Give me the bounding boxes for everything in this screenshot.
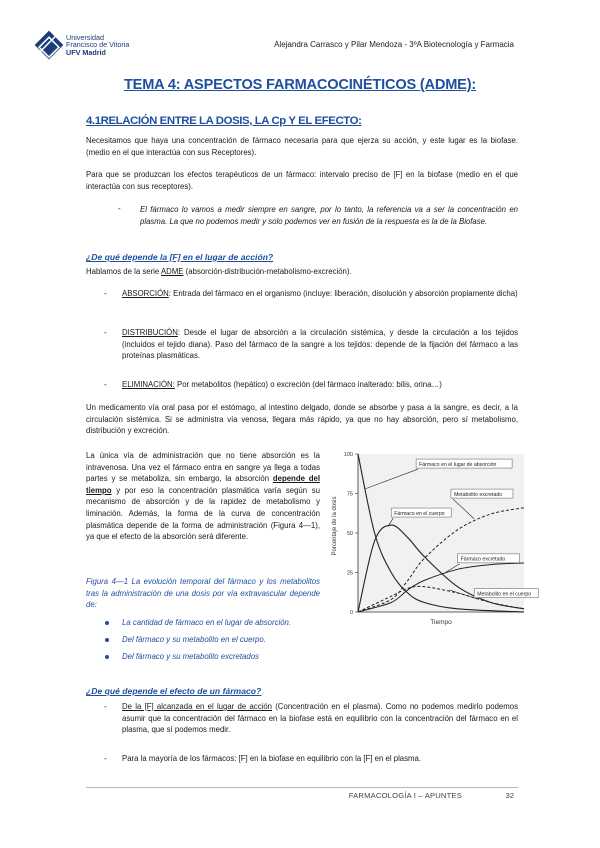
footer-divider	[86, 787, 518, 788]
dash-marker: -	[104, 289, 107, 298]
pharmacokinetic-chart	[328, 448, 532, 658]
page-title: TEMA 4: ASPECTOS FARMACOCINÉTICOS (ADME):	[123, 77, 477, 93]
logo-line-3: UFV Madrid	[66, 47, 106, 57]
adme-intro-prefix: Hablamos de la serie	[86, 267, 161, 276]
intravenous-text-a: La única vía de administración que no tiene absorción es la intravenosa. Una vez el fármaco entra en sangre ya llega a todas partes y se metaboliza, sin embargo, la absorción	[86, 451, 320, 484]
section-heading: 4.1RELACIÓN ENTRE LA DOSIS, LA Cp Y EL EFECTO:	[86, 115, 362, 127]
text-eliminacion: Por metabolitos (hepático) o excreción (del fármaco inalterado: bilis, orina…)	[174, 380, 442, 389]
question-heading-concentration: ¿De qué depende la [F] en el lugar de acción?	[86, 252, 274, 262]
series-label: Fármaco en el lugar de absorción	[419, 461, 497, 468]
series-label: Fármaco en el cuerpo	[394, 510, 445, 517]
plot-background	[358, 454, 524, 612]
logo-icon	[35, 31, 64, 60]
intravenous-text-b: y por eso la concentración plasmática varía según su mecanismo de absorción y de la rapidez de metabolismo y liminación. Además, la forma de la curva de concentración plasmática depende de la forma de administración (Figura 4—1), ya que el efecto de la absorción será diferente.	[86, 485, 320, 542]
header-authors: Alejandra Carrasco y Pilar Mendoza - 3ºA Biotecnología y Farmacia	[274, 40, 514, 49]
text-distribucion: : Desde el lugar de absorción a la circulación sistémica, y desde la circulación a los tejidos (incluidos el tejido diana). Paso del fármaco de la sangre a los tejidos: depende de la fijación del fármaco a las proteínas plasmáticas.	[122, 328, 518, 361]
text-absorcion: : Entrada del fármaco en el organismo (incluye: liberación, disolución y absorción propiamente dicha)	[168, 289, 518, 298]
effect-text: (Concentración en el plasma). Como no podemos medirlo podemos asumir que la concentración del fármaco en la biofase está en equilibrio con la concentración del fármaco en el plasma, que sí podemos medir.	[122, 702, 519, 735]
caption-item-2: Del fármaco y su metabolito en el cuerpo.	[122, 635, 266, 644]
logo-line-1: Universidad	[66, 32, 104, 42]
series-label: Fármaco excretado	[460, 556, 506, 563]
y-axis-label: Porcentaje de la dosis	[332, 496, 338, 556]
list-item-absorcion	[122, 288, 518, 300]
caption-item-1: La cantidad de fármaco en el lugar de absorción.	[122, 618, 292, 627]
list-item-eliminacion	[122, 379, 518, 391]
y-tick-label: 25	[346, 570, 353, 577]
dash-marker: -	[104, 380, 107, 389]
series-label: Metabolito en el cuerpo	[477, 591, 532, 598]
effect-item-1	[122, 701, 518, 736]
effect-term: De la [F] alcanzada en el lugar de acción	[122, 702, 273, 711]
dash-marker: -	[104, 754, 107, 763]
term-eliminacion: ELIMINACIÓN:	[122, 380, 175, 389]
footer-label: FARMACOLOGÍA I – APUNTES	[348, 791, 462, 800]
term-distribucion: DISTRIBUCIÓN	[122, 328, 178, 337]
y-tick-label: 50	[346, 531, 353, 537]
logo-line-2: Francisco de Vitoria	[66, 40, 130, 50]
term-absorcion: ABSORCIÓN	[122, 289, 169, 298]
series-label: Metabolito excretado	[453, 491, 503, 498]
dash-marker: -	[118, 204, 121, 213]
bullet-icon	[105, 638, 109, 642]
dash-marker: -	[104, 702, 107, 711]
adme-acronym: ADME	[160, 267, 184, 276]
dash-marker: -	[104, 328, 107, 337]
paragraph-oral-route: Un medicamento vía oral pasa por el estómago, al intestino delgado, donde se absorbe y pasa a la sangre, es decir, a la circulación sistémica. Si se administra vía venosa, llegara más rápido, ya que no hay absorción, pero sí metabolismo, distribución y excreción.	[86, 403, 518, 436]
chart-svg	[328, 448, 532, 658]
university-logo	[36, 30, 146, 60]
bullet-icon	[105, 655, 109, 659]
list-item-distribucion	[122, 327, 518, 362]
bullet-icon	[105, 621, 109, 625]
adme-intro-rest: (absorción-distribución-metabolismo-excreción).	[183, 267, 352, 276]
paragraph-intravenous	[86, 450, 320, 543]
note-plasma: El fármaco lo vamos a medir siempre en sangre, por lo tanto, la referencia va a ser la concentración en plasma. La que no podemos medir y solo podemos ver en fusión de la respuesta es la de la Biofase.	[140, 205, 518, 226]
figure-caption: Figura 4—1 La evolución temporal del fármaco y los metabolitos tras la administración de una dosis por vía extravascular depende de:	[86, 577, 320, 610]
paragraph-therapeutic: Para que se produzcan los efectos terapéuticos de un fármaco: intervalo preciso de [F] en la biofase (medio en el que interactúa con sus receptores).	[86, 170, 518, 191]
x-axis-label: Tiempo	[430, 619, 452, 626]
paragraph-biofase: Necesitamos que haya una concentración de fármaco necesaria para que ejerza su acción, y este lugar es la biofase. (medio en el que interactúa con sus Receptores).	[86, 136, 518, 157]
y-tick-label: 100	[343, 452, 353, 458]
caption-item-3: Del fármaco y su metabolito excretados	[122, 652, 259, 661]
adme-intro	[86, 266, 518, 278]
y-tick-label: 75	[346, 491, 353, 498]
y-tick-label: 0	[349, 610, 353, 616]
question-heading-effect: ¿De qué depende el efecto de un fármaco?	[86, 686, 262, 696]
page-number: 32	[505, 791, 514, 800]
intravenous-emphasis: depende del tiempo	[86, 474, 320, 495]
effect-item-2: Para la mayoría de los fármacos: [F] en la biofase en equilibrio con la [F] en el plasma.	[122, 754, 422, 763]
